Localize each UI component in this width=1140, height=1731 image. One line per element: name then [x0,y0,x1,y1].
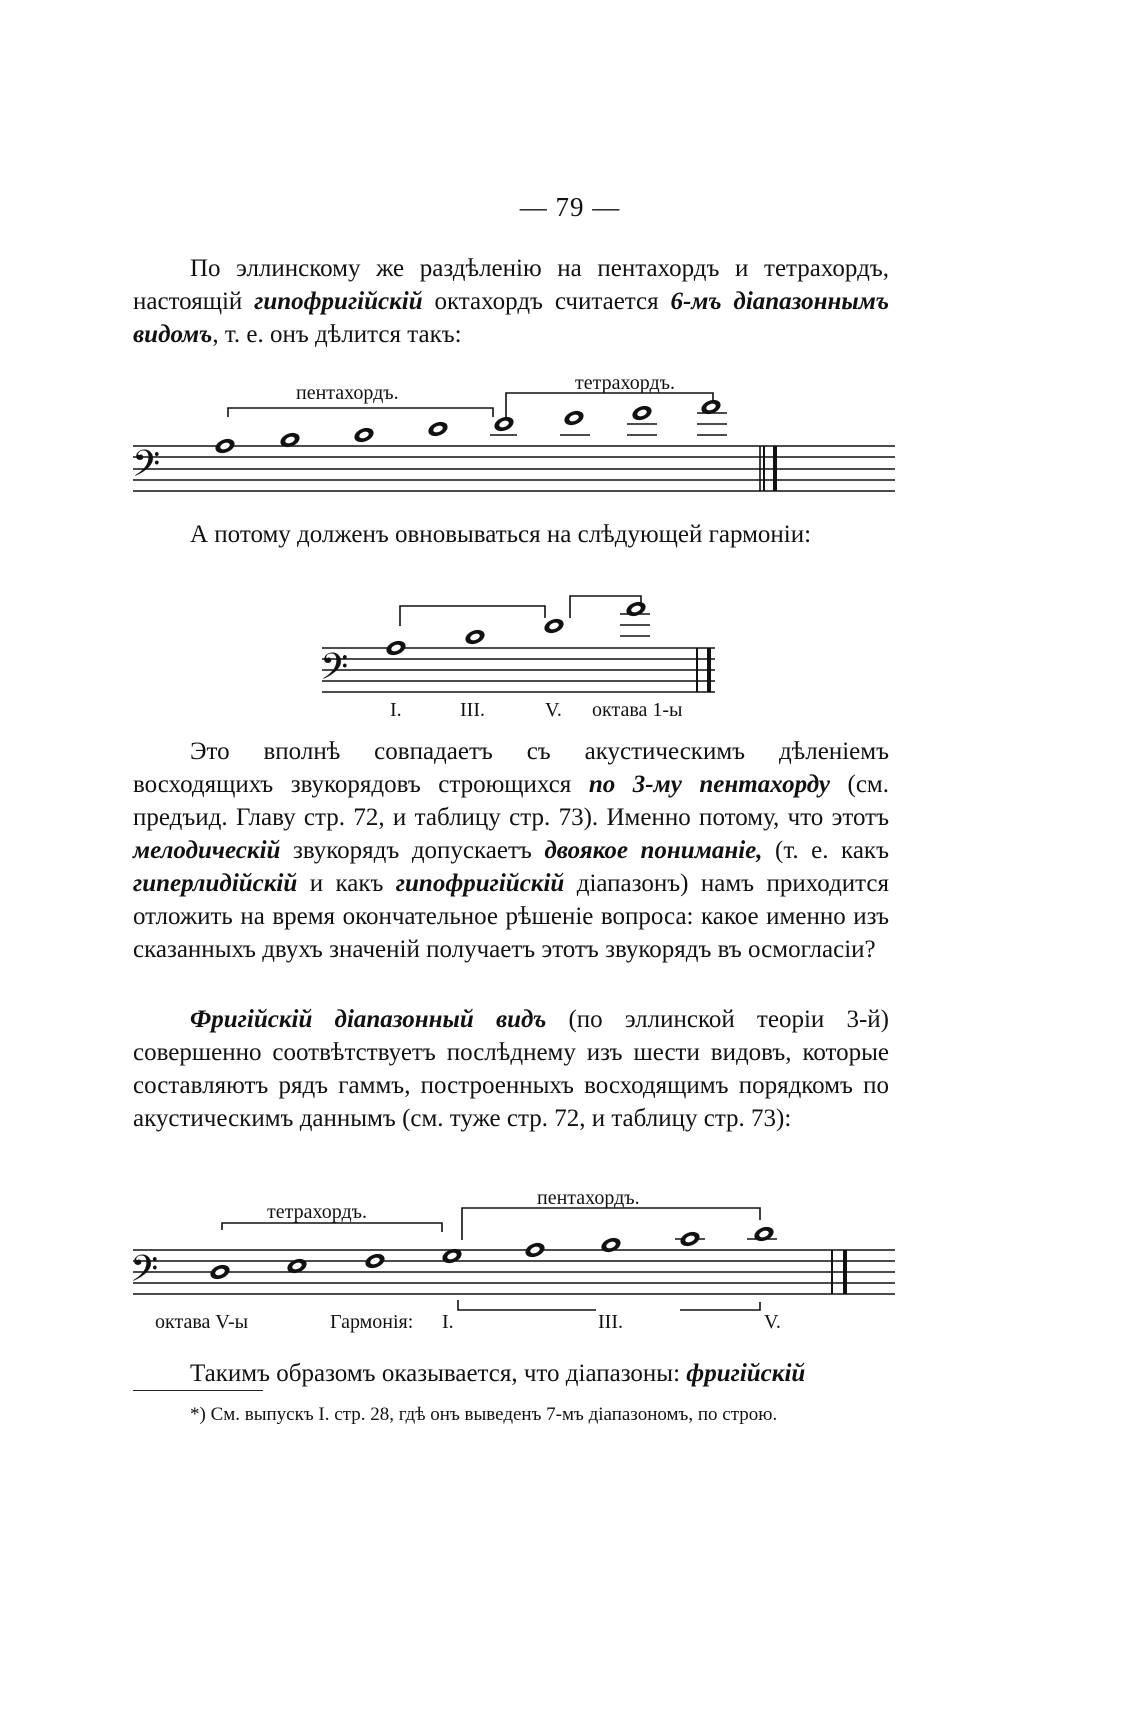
footnote-divider [133,1390,263,1391]
bass-clef-icon: 𝄢 [320,646,349,697]
harmony-label-i: I. [390,699,402,721]
paragraph-5: Такимъ образомъ оказывается, что діапазоны: фригійскій [190,1360,806,1387]
paragraph-2: А потому долженъ овновываться на слѣдующей гармоніи: [190,521,812,548]
tetrachord-label: тетрахордъ. [575,372,675,394]
harmony-label-i: I. [442,1311,454,1333]
pentachord-label: пентахордъ. [537,1187,640,1209]
pentachord-label: пентахордъ. [296,382,399,404]
footnote: *) См. выпускъ I. стр. 28, гдѣ онъ выведенъ 7-мъ діапазономъ, по строю. [190,1404,778,1425]
music-staff-2 [0,590,1140,720]
paragraph-3: Это вполнѣ совпадаетъ съ акустическимъ дѣленіемъ восходящихъ звукорядовъ строющихся по 3-му пентахорду (см. предъид. Главу стр. 72, и таблицу стр. 73). Именно потому, что этотъ мелодическій звукорядъ допускаетъ двоякое пониманіе, (т. е. какъ гиперлидійскій и какъ гипофригійскій діапазонъ) намъ приходится отложить на время окончательное рѣшеніе вопроса: какое именно изъ сказанныхъ двухъ значеній получаетъ этотъ звукорядъ въ осмогласіи? [133,738,889,963]
harmony-label-v: V. [764,1311,781,1333]
paragraph-4: Фригійскій діапазонный видъ (по эллинской теоріи 3-й) совершенно соотвѣтствуетъ послѣднему изъ шести видовъ, которые составляютъ рядъ гаммъ, построенныхъ восходящимъ порядкомъ по акустическимъ даннымъ (см. туже стр. 72, и таблицу стр. 73): [133,1006,889,1132]
page-number: — 79 — [519,192,621,222]
harmony-label-iii: III. [460,699,485,721]
octave-label: октава 1-ы [592,699,683,721]
music-staff-3 [0,1180,1140,1340]
tetrachord-label: тетрахордъ. [267,1201,367,1223]
harmony-label-v: V. [545,699,562,721]
bass-clef-icon: 𝄢 [130,1248,159,1299]
harmony-caption: Гармонія: [330,1311,414,1333]
octave-label: октава V-ы [155,1311,249,1333]
paragraph-1: По эллинскому же раздѣленію на пентахордъ и тетрахордъ, настоящій гипофригійскій октахордъ считается 6-мъ діапазоннымъ видомъ, т. е. онъ дѣлится такъ: [133,255,890,348]
harmony-label-iii: III. [598,1311,623,1333]
bass-clef-icon: 𝄢 [132,443,161,494]
music-staff-1 [0,365,1140,505]
